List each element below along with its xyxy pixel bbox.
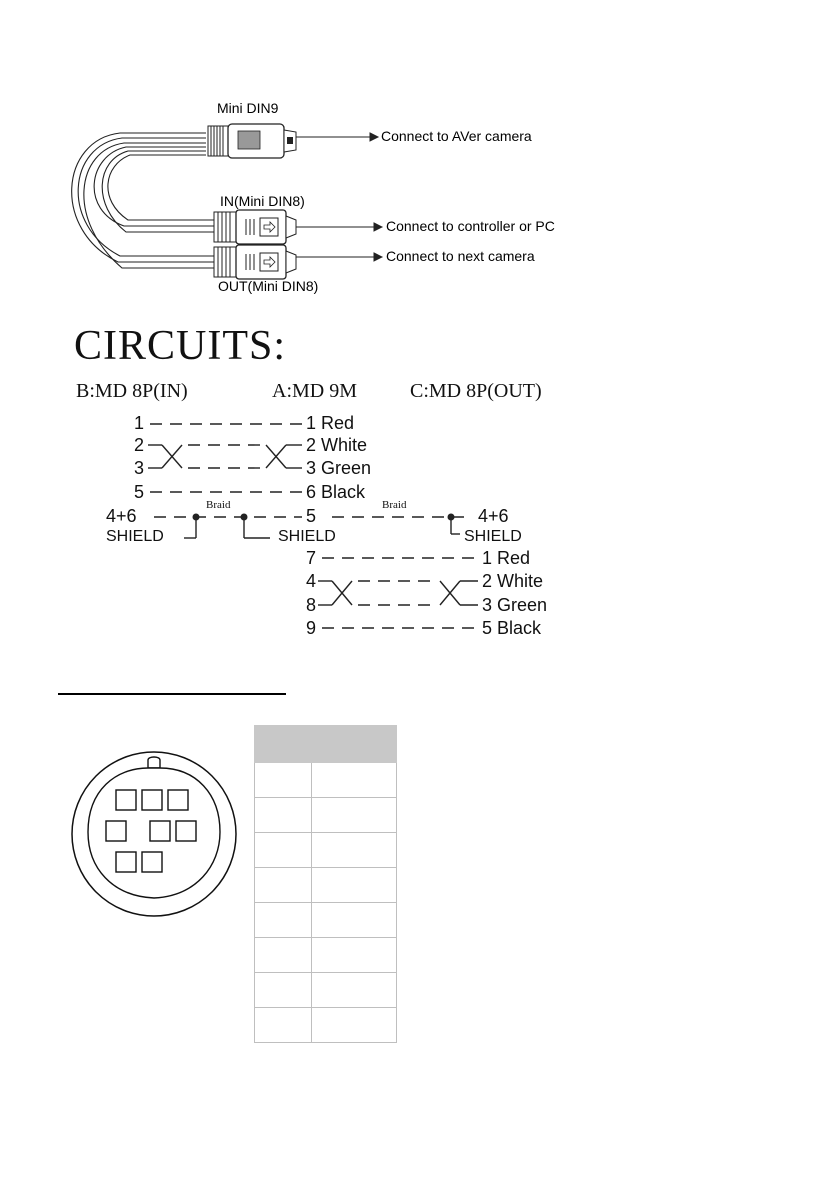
pin-hole-5 — [150, 821, 170, 841]
header-b-md8p-in: B:MD 8P(IN) — [76, 380, 188, 402]
braid-node-left — [193, 514, 200, 521]
pin-hole-4 — [106, 821, 126, 841]
shield-label-b: SHIELD — [106, 528, 164, 545]
pin-a-3-green: 3 Green — [306, 458, 372, 478]
table-row — [255, 833, 397, 868]
section-underline — [58, 693, 286, 695]
circuits-title: CIRCUITS: — [74, 323, 287, 369]
pin-out-1-red: 1 Red — [482, 548, 531, 568]
mini-din9-label: Mini DIN9 — [217, 100, 279, 116]
pin-a-1-red: 1 Red — [306, 413, 355, 433]
header-c-md8p-out: C:MD 8P(OUT) — [410, 380, 542, 402]
table-row — [255, 903, 397, 938]
table-row — [255, 868, 397, 903]
table-row — [255, 763, 397, 798]
pin-b-1: 1 — [134, 413, 145, 433]
pin-hole-8 — [142, 852, 162, 872]
pin-a-6-black: 6 Black — [306, 482, 366, 502]
shield-label-a: SHIELD — [278, 528, 336, 545]
connect-controller-label: Connect to controller or PC — [386, 218, 555, 234]
mini-din9-connector — [208, 124, 296, 158]
pin-hole-7 — [116, 852, 136, 872]
pin-b-2: 2 — [134, 435, 145, 455]
pin-b-4-6: 4+6 — [106, 506, 137, 526]
out-mini-din8-label: OUT(Mini DIN8) — [218, 278, 319, 294]
pinout-table — [254, 725, 397, 1043]
braid-label-left: Braid — [206, 499, 231, 511]
pin-out-5-black: 5 Black — [482, 618, 542, 638]
pin-bottom-7: 7 — [306, 548, 317, 568]
pin-b-5: 5 — [134, 482, 145, 502]
shield-label-c: SHIELD — [464, 528, 522, 545]
table-row — [255, 798, 397, 833]
in-mini-din8-connector — [214, 210, 296, 244]
pin-bottom-8: 8 — [306, 595, 317, 615]
table-row — [255, 938, 397, 973]
pin-bottom-9: 9 — [306, 618, 317, 638]
pin-bottom-4: 4 — [306, 571, 317, 591]
pin-b-3: 3 — [134, 458, 145, 478]
table-row — [255, 973, 397, 1008]
cable-wires — [72, 133, 214, 268]
braid-node-mid — [241, 514, 248, 521]
connect-next-camera-label: Connect to next camera — [386, 248, 535, 264]
pin-out-3-green: 3 Green — [482, 595, 548, 615]
pin-out-2-white: 2 White — [482, 571, 544, 591]
table-row — [255, 1008, 397, 1043]
braid-label-right: Braid — [382, 499, 407, 511]
in-mini-din8-label: IN(Mini DIN8) — [220, 193, 305, 209]
pin-a-2-white: 2 White — [306, 435, 368, 455]
pin-c-4-6: 4+6 — [478, 506, 509, 526]
pin-hole-2 — [142, 790, 162, 810]
pin-hole-1 — [116, 790, 136, 810]
pin-hole-3 — [168, 790, 188, 810]
pin-a-5: 5 — [306, 506, 317, 526]
out-mini-din8-connector — [214, 245, 296, 279]
pin-hole-6 — [176, 821, 196, 841]
mini-din-pin-diagram — [66, 750, 246, 920]
header-a-md9m: A:MD 9M — [272, 380, 358, 402]
connect-aver-label: Connect to AVer camera — [381, 128, 532, 144]
braid-node-right — [448, 514, 455, 521]
pinout-table-header — [255, 726, 397, 763]
